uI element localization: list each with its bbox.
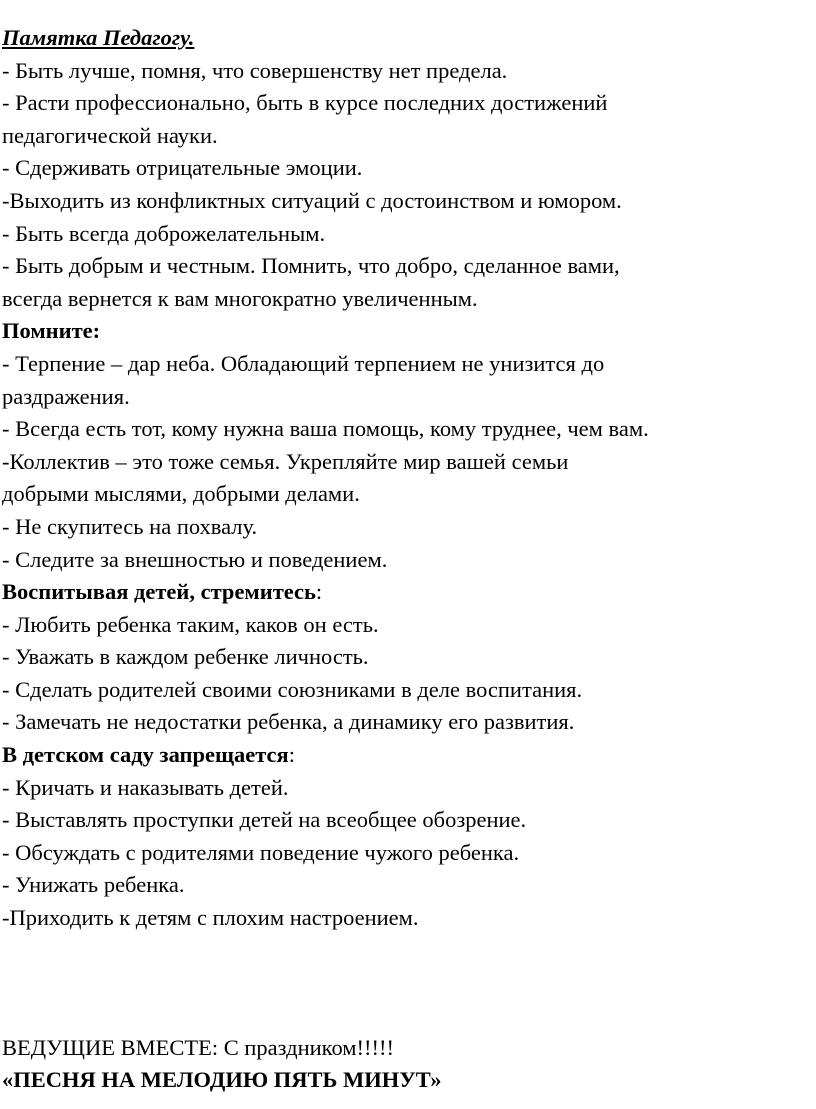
upbringing-item: - Уважать в каждом ребенке личность.	[2, 644, 369, 670]
remember-item: раздражения.	[2, 383, 130, 409]
memo-title: Памятка Педагогу.	[2, 25, 195, 50]
document-body	[2, 22, 814, 1097]
forbidden-heading: В детском саду запрещается	[2, 742, 289, 768]
forbidden-item: - Обсуждать с родителями поведение чужого ребенка.	[2, 839, 520, 865]
upbringing-item: - Любить ребенка таким, каков он есть.	[2, 611, 379, 637]
remember-item: -Коллектив – это тоже семья. Укрепляйте мир вашей семьи	[2, 448, 569, 474]
upbringing-item: - Замечать не недостатки ребенка, а динамику его развития.	[2, 709, 575, 735]
forbidden-colon: :	[288, 742, 295, 768]
upbringing-heading: Воспитывая детей, стремитесь	[2, 579, 316, 605]
memo-item: - Сдерживать отрицательные эмоции.	[2, 155, 363, 181]
forbidden-item: -Приходить к детям с плохим настроением.	[2, 905, 419, 931]
memo-item: - Быть добрым и честным. Помнить, что добро, сделанное вами,	[2, 253, 620, 279]
forbidden-item: - Выставлять проступки детей на всеобщее обозрение.	[2, 807, 527, 833]
remember-item: - Терпение – дар неба. Обладающий терпением не унизится до	[2, 350, 605, 376]
memo-item: педагогической науки.	[2, 122, 218, 148]
memo-item: -Выходить из конфликтных ситуаций с достоинством и юмором.	[2, 187, 622, 213]
memo-item: - Быть лучше, помня, что совершенству нет предела.	[2, 57, 508, 83]
forbidden-heading-line	[2, 739, 814, 772]
memo-item: - Быть всегда доброжелательным.	[2, 220, 326, 246]
remember-heading: Помните:	[2, 318, 101, 344]
upbringing-colon: :	[315, 579, 323, 605]
remember-item: - Следите за внешностью и поведением.	[2, 546, 388, 572]
remember-item: - Всегда есть тот, кому нужна ваша помощь, кому труднее, чем вам.	[2, 416, 649, 442]
song-title: «ПЕСНЯ НА МЕЛОДИЮ ПЯТЬ МИНУТ»	[2, 1067, 442, 1093]
hosts-line: ВЕДУЩИЕ ВМЕСТЕ: С праздником!!!!!	[2, 1034, 394, 1060]
upbringing-item: - Сделать родителей своими союзниками в деле воспитания.	[2, 676, 583, 702]
forbidden-item: - Унижать ребенка.	[2, 872, 185, 898]
memo-item: - Расти профессионально, быть в курсе последних достижений	[2, 90, 608, 116]
memo-item: всегда вернется к вам многократно увеличенным.	[2, 285, 478, 311]
remember-item: добрыми мыслями, добрыми делами.	[2, 481, 360, 507]
spacer	[2, 935, 814, 1032]
remember-item: - Не скупитесь на похвалу.	[2, 513, 258, 539]
forbidden-item: - Кричать и наказывать детей.	[2, 774, 289, 800]
upbringing-heading-line	[2, 576, 814, 609]
